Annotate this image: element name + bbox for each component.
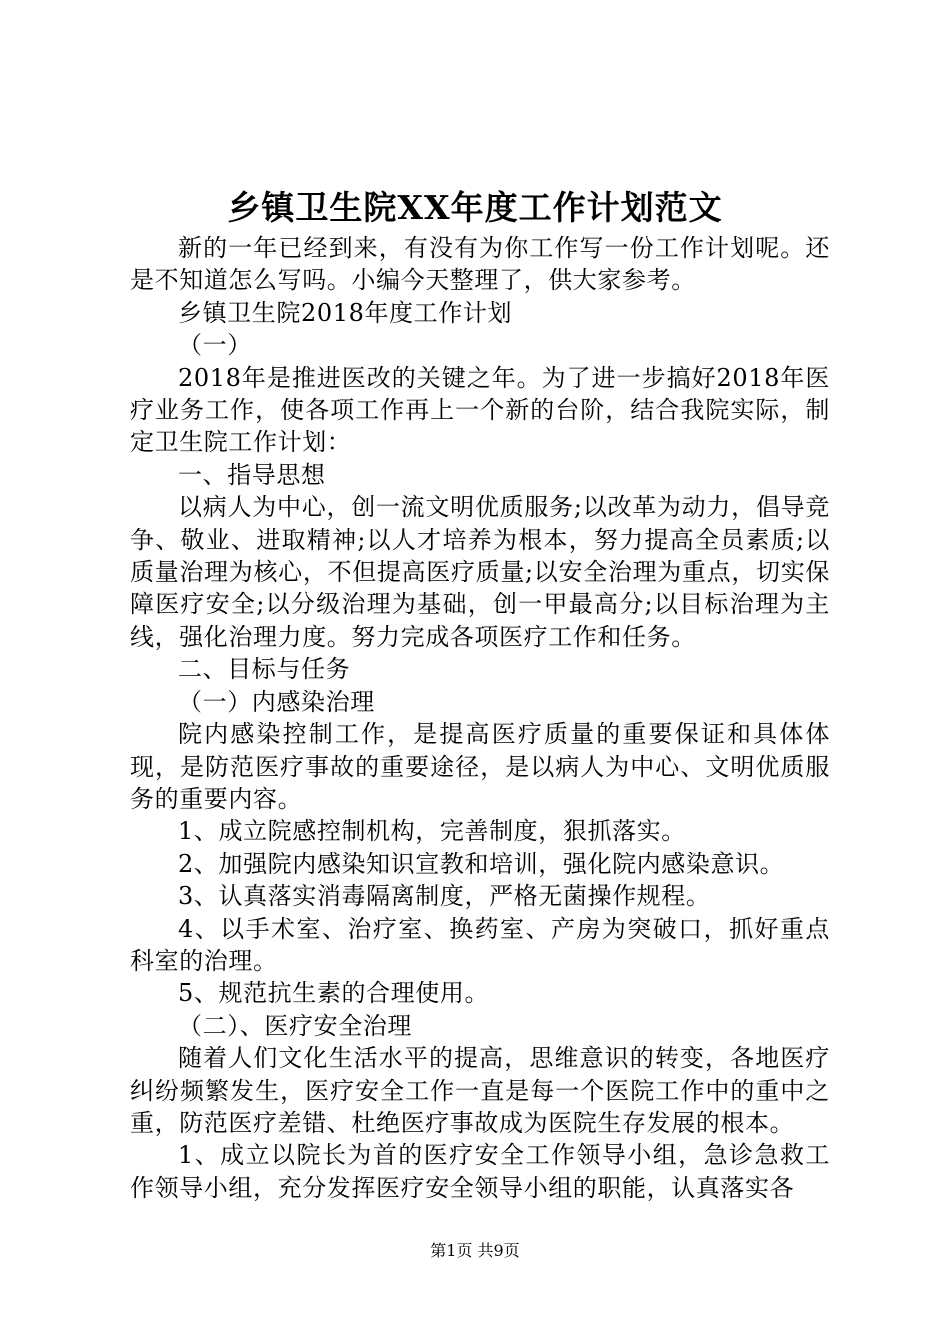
paragraph-guiding-thought: 以病人为中心，创一流文明优质服务;以改革为动力，倡导竞争、敬业、进取精神;以人才培养为根本，努力提高全员素质;以质量治理为核心，不但提高医疗质量;以安全治理为重点，切实保障医疗安全;以分级治理为基础，创一甲最高分;以目标治理为主线，强化治理力度。努力完成各项医疗工作和任务。 <box>130 493 830 651</box>
heading-medical-safety: （二）、医疗安全治理 <box>178 1011 412 1040</box>
list-item-3: 3、认真落实消毒隔离制度，严格无菌操作规程。 <box>178 882 711 911</box>
paragraph-plan-heading: 乡镇卫生院2018年度工作计划 <box>178 298 513 327</box>
page-footer: 第1页 共9页 <box>430 1241 520 1260</box>
paragraph-overview: 2018年是推进医改的关键之年。为了进一步搞好2018年医疗业务工作，使各项工作再上一个新的台阶，结合我院实际，制定卫生院工作计划： <box>130 363 830 457</box>
paragraph-infection-control: 院内感染控制工作，是提高医疗质量的重要保证和具体体现，是防范医疗事故的重要途径，是以病人为中心、文明优质服务的重要内容。 <box>130 720 830 813</box>
list-item-2: 2、加强院内感染知识宣教和培训，强化院内感染意识。 <box>178 849 785 878</box>
list-item-4: 4、以手术室、治疗室、换药室、产房为突破口，抓好重点科室的治理。 <box>130 914 830 975</box>
list-item-1: 1、成立院感控制机构，完善制度，狠抓落实。 <box>178 817 686 846</box>
list-item-safety-1: 1、成立以院长为首的医疗安全工作领导小组，急诊急救工作领导小组，充分发挥医疗安全领导小组的职能，认真落实各 <box>130 1141 830 1202</box>
heading-goals-tasks: 二、目标与任务 <box>178 655 351 684</box>
paragraph-section-one: （一） <box>178 331 252 360</box>
document-body <box>130 232 830 1204</box>
heading-infection-control: （一）内感染治理 <box>178 687 375 716</box>
paragraph-intro: 新的一年已经到来，有没有为你工作写一份工作计划呢。还是不知道怎么写吗。小编今天整理了，供大家参考。 <box>130 234 830 295</box>
heading-guiding-thought: 一、指导思想 <box>178 460 326 489</box>
list-item-5: 5、规范抗生素的合理使用。 <box>178 979 490 1008</box>
document-title: 乡镇卫生院XX年度工作计划范文 <box>227 188 723 227</box>
paragraph-medical-safety: 随着人们文化生活水平的提高，思维意识的转变，各地医疗纠纷频繁发生，医疗安全工作一直是每一个医院工作中的重中之重，防范医疗差错、杜绝医疗事故成为医院生存发展的根本。 <box>130 1044 830 1137</box>
